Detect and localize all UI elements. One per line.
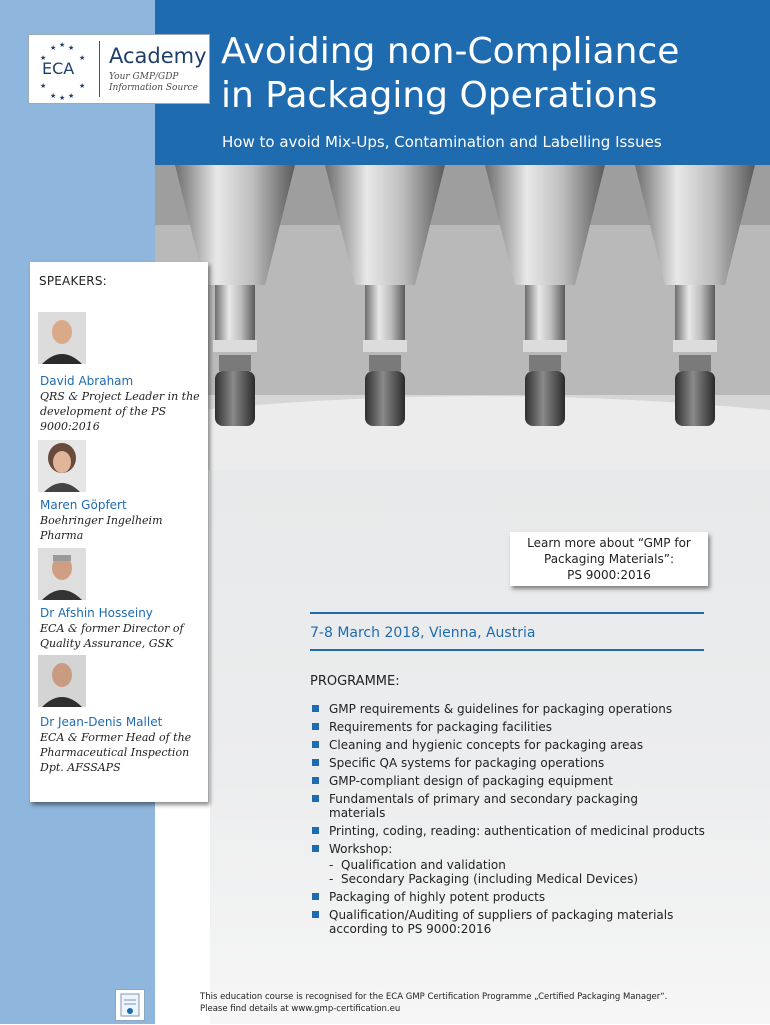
- programme-item-text: Specific QA systems for packaging operations: [329, 756, 605, 770]
- date-rule-top: [310, 612, 704, 614]
- footer-note: [200, 991, 720, 1015]
- square-bullet-icon: [312, 723, 319, 730]
- speakers-heading: SPEAKERS:: [39, 274, 107, 288]
- svg-text:★: ★: [40, 82, 47, 90]
- svg-text:★: ★: [68, 44, 75, 52]
- svg-text:★: ★: [68, 92, 75, 100]
- logo-divider: [99, 41, 100, 97]
- programme-item-text: Workshop:: [329, 842, 393, 856]
- square-bullet-icon: [312, 795, 319, 802]
- sub-list-item: [329, 872, 730, 886]
- speaker-name: Dr Afshin Hosseiny: [40, 606, 153, 620]
- eca-academy-logo: [28, 34, 210, 104]
- programme-item-text: Packaging of highly potent products: [329, 890, 546, 904]
- square-bullet-icon: [312, 893, 319, 900]
- square-bullet-icon: [312, 759, 319, 766]
- logo-tagline: Your GMP/GDP Information Source: [109, 72, 198, 93]
- programme-list: [310, 702, 730, 940]
- programme-heading: PROGRAMME:: [310, 674, 400, 689]
- speaker-name: Dr Jean-Denis Mallet: [40, 715, 163, 729]
- logo-emblem-text: ECA: [42, 59, 75, 78]
- avatar: [38, 655, 86, 707]
- avatar: [38, 548, 86, 600]
- square-bullet-icon: [312, 705, 319, 712]
- svg-text:★: ★: [59, 94, 66, 100]
- sub-list-item: [329, 858, 730, 872]
- avatar: [38, 440, 86, 492]
- programme-item-text: Requirements for packaging facilities: [329, 720, 553, 734]
- square-bullet-icon: [312, 911, 319, 918]
- list-item: [310, 890, 730, 904]
- svg-text:★: ★: [79, 54, 86, 62]
- workshop-item-text: Qualification and validation: [341, 858, 506, 872]
- logo-name: Academy: [109, 44, 207, 68]
- learn-more-line-3: PS 9000:2016: [567, 568, 651, 582]
- workshop-item-text: Secondary Packaging (including Medical Devices): [341, 872, 638, 886]
- certificate-icon: [115, 989, 145, 1021]
- list-item: [310, 756, 730, 770]
- programme-item-text: GMP requirements & guidelines for packaging operations: [329, 702, 673, 716]
- workshop-sublist: [329, 858, 730, 886]
- speakers-panel: [30, 262, 208, 802]
- svg-text:★: ★: [79, 82, 86, 90]
- title-line-1: Avoiding non-Compliance: [221, 31, 680, 72]
- speaker-role: ECA & Former Head of the Pharmaceutical Inspection Dpt. AFSSAPS: [40, 731, 192, 774]
- speaker-name: Maren Göpfert: [40, 498, 127, 512]
- list-item: [310, 908, 719, 936]
- speaker-name: David Abraham: [40, 374, 134, 388]
- footer-line-2[interactable]: Please find details at www.gmp-certification.eu: [200, 1004, 401, 1014]
- svg-text:★: ★: [59, 41, 66, 49]
- speaker-role: Boehringer Ingelheim Pharma: [40, 514, 163, 542]
- title-line-2: in Packaging Operations: [221, 75, 658, 116]
- programme-item-text: Fundamentals of primary and secondary packaging materials: [329, 792, 638, 820]
- avatar: [38, 312, 86, 364]
- programme-item-text: Qualification/Auditing of suppliers of packaging materials according to PS 9000:2016: [329, 908, 674, 936]
- event-date-location: 7-8 March 2018, Vienna, Austria: [310, 625, 536, 641]
- programme-item-text: Printing, coding, reading: authentication of medicinal products: [329, 824, 705, 838]
- list-item: [310, 824, 730, 838]
- speaker-role: QRS & Project Leader in the development of the PS 9000:2016: [40, 390, 200, 433]
- square-bullet-icon: [312, 845, 319, 852]
- learn-more-box: [510, 532, 708, 586]
- list-item: [310, 792, 659, 820]
- svg-text:★: ★: [40, 54, 47, 62]
- list-item: [310, 774, 730, 788]
- programme-item-text: GMP-compliant design of packaging equipment: [329, 774, 613, 788]
- list-item: [310, 720, 730, 734]
- learn-more-line-1: Learn more about “GMP for: [527, 536, 691, 550]
- date-rule-bottom: [310, 649, 704, 651]
- dash-bullet: -: [329, 872, 334, 886]
- list-item: [310, 702, 730, 716]
- dash-bullet: -: [329, 858, 334, 872]
- square-bullet-icon: [312, 827, 319, 834]
- footer-line-1: This education course is recognised for the ECA GMP Certification Programme „Certified Packaging Manager“.: [200, 992, 668, 1002]
- packaging-machine-photo: [155, 165, 770, 470]
- learn-more-line-2: Packaging Materials”:: [544, 552, 674, 566]
- svg-text:★: ★: [50, 44, 57, 52]
- list-item: [310, 842, 730, 886]
- page-title: [221, 30, 761, 118]
- speaker-role: ECA & former Director of Quality Assurance, GSK: [40, 622, 184, 650]
- list-item: [310, 738, 730, 752]
- square-bullet-icon: [312, 777, 319, 784]
- svg-text:★: ★: [50, 92, 57, 100]
- programme-item-text: Cleaning and hygienic concepts for packaging areas: [329, 738, 644, 752]
- packaging-machine-illustration: [155, 165, 770, 470]
- page-subtitle: How to avoid Mix-Ups, Contamination and Labelling Issues: [222, 133, 662, 151]
- square-bullet-icon: [312, 741, 319, 748]
